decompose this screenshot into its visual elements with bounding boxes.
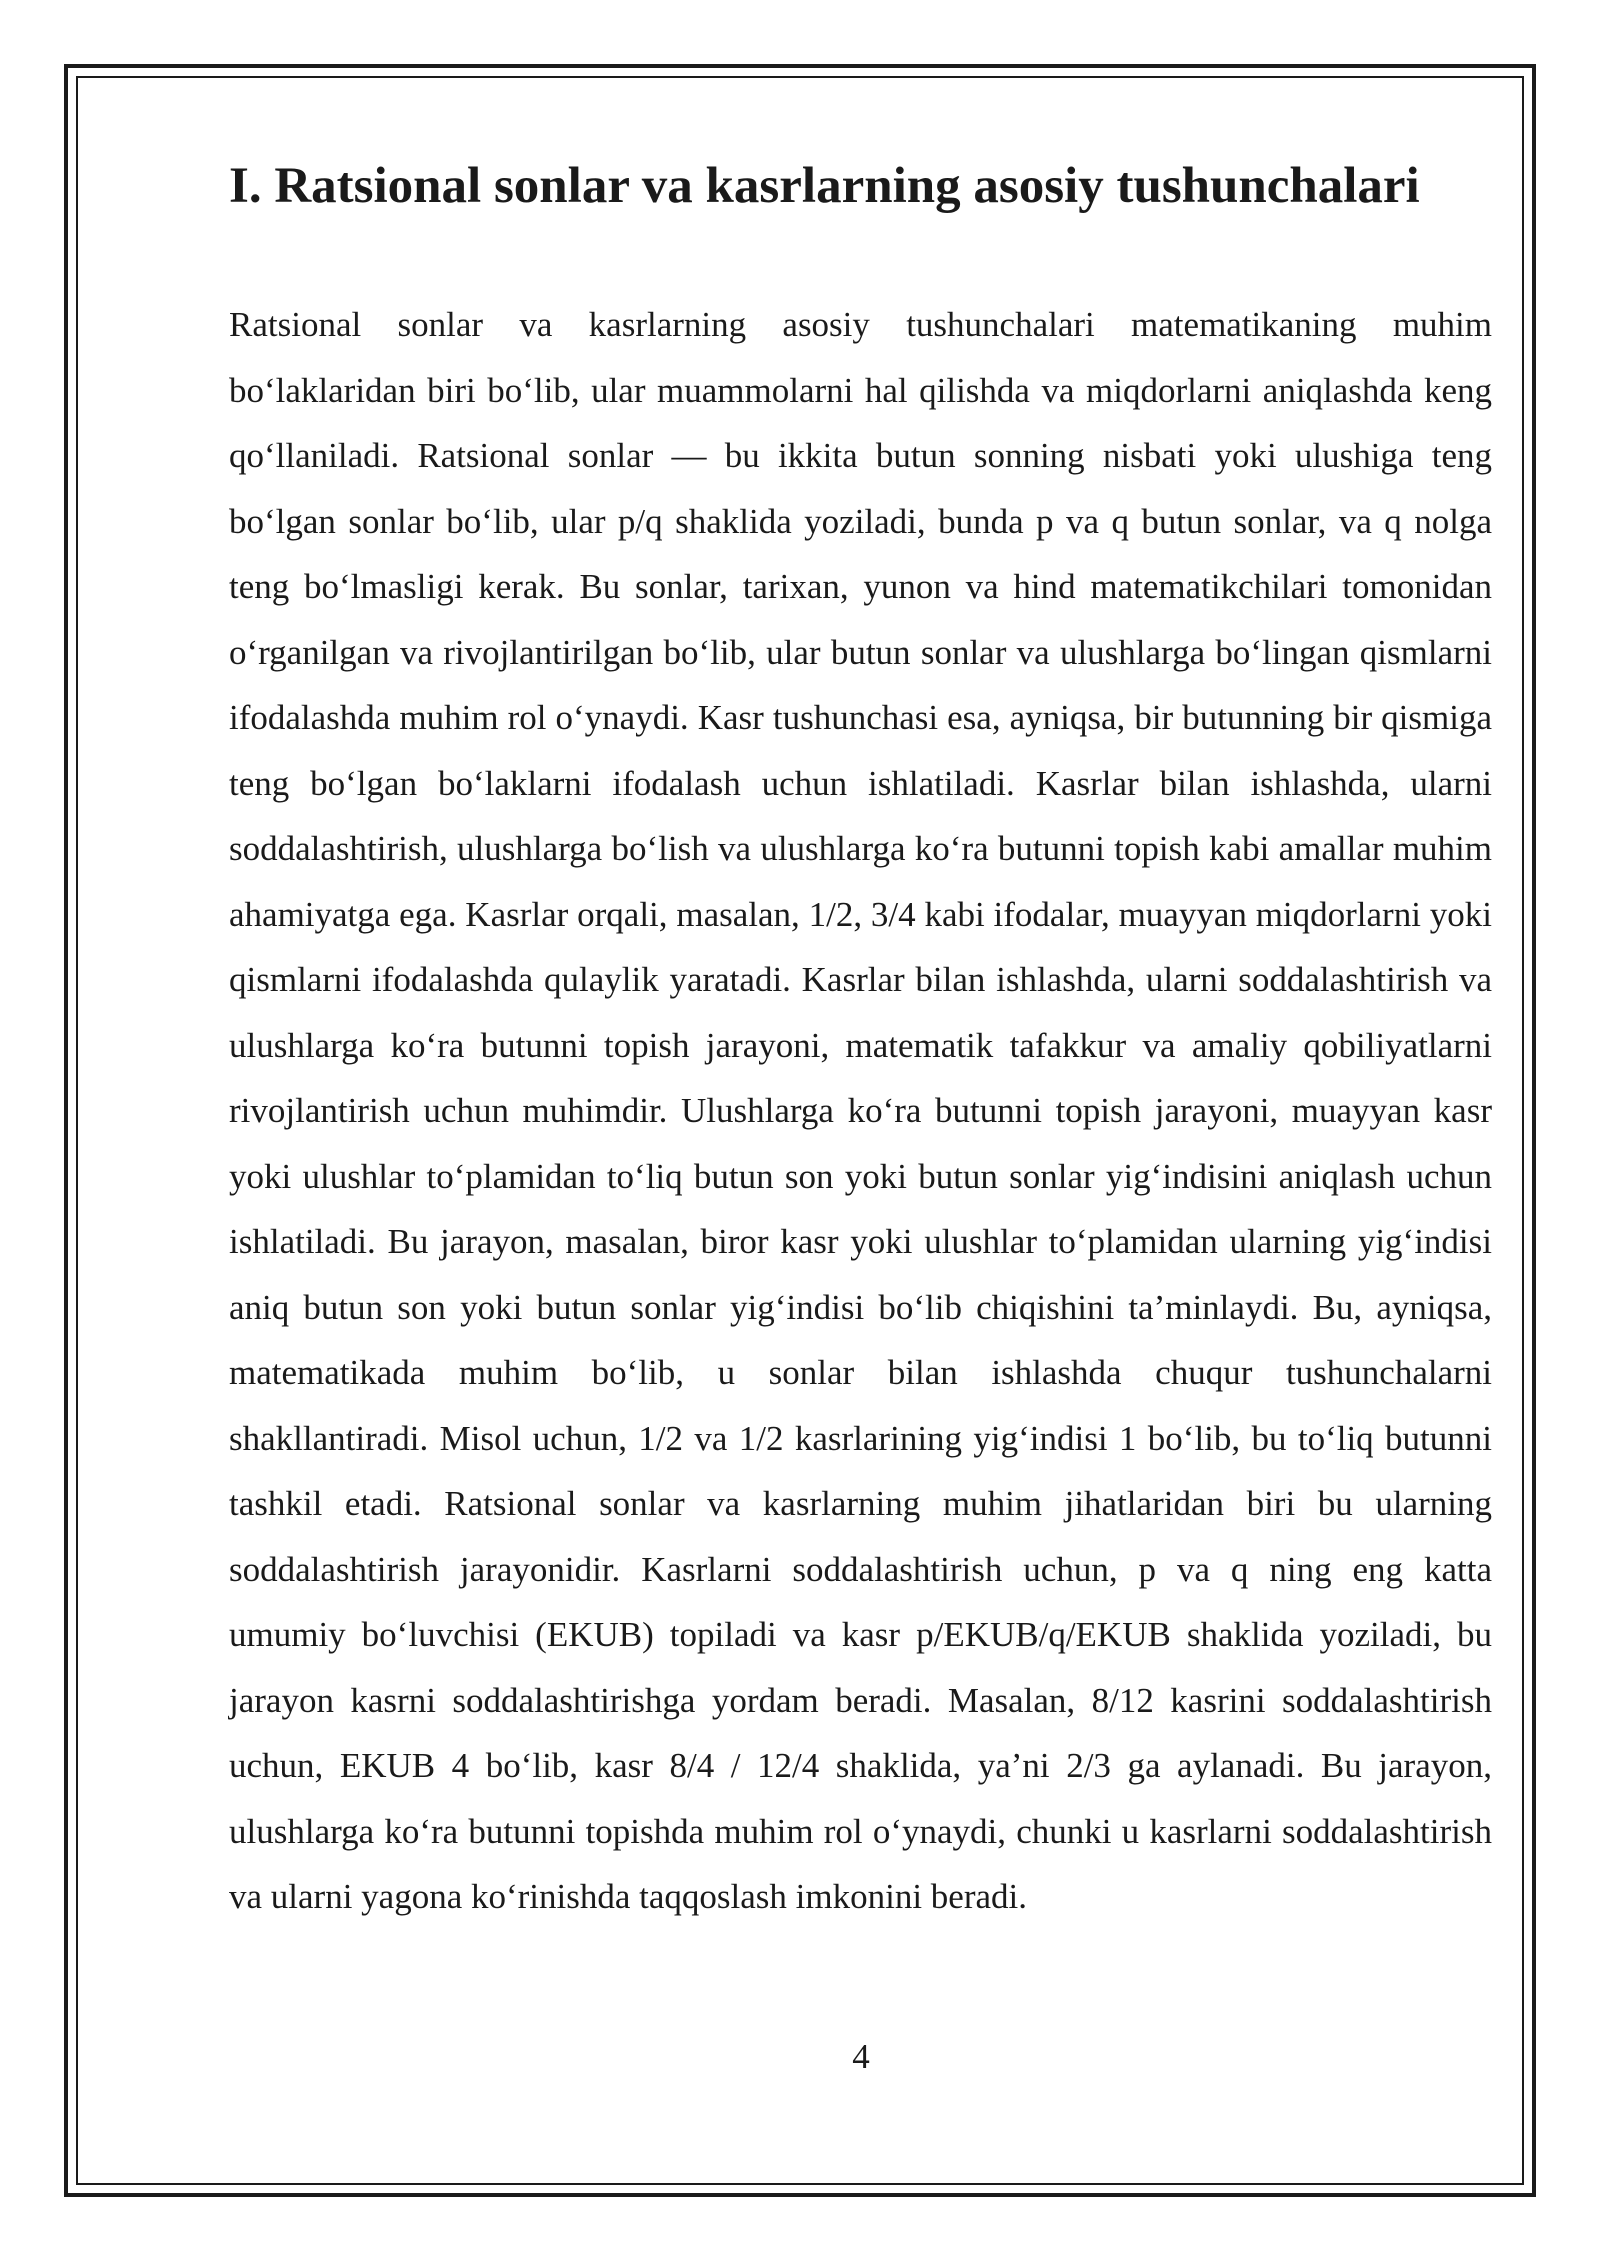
page-number: 4	[852, 2037, 870, 2076]
body-paragraph: Ratsional sonlar va kasrlarning asosiy tushunchalari matematikaning muhim bo‘laklaridan biri bo‘lib, ular muammolarni hal qilishda va miqdorlarni aniqlashda keng qo‘llaniladi. Ratsional sonlar — bu ikkita butun sonning nisbati yoki ulushiga teng bo‘lgan sonlar bo‘lib, ular p/q shaklida yoziladi, bunda p va q butun sonlar, va q nolga teng bo‘lmasligi kerak. Bu sonlar, tarixan, yunon va hind matematikchilari tomonidan o‘rganilgan va rivojlantirilgan bo‘lib, ular butun sonlar va ulushlarga bo‘lingan qismlarni ifodalashda muhim rol o‘ynaydi. Kasr tushunchasi esa, ayniqsa, bir butunning bir qismiga teng bo‘lgan bo‘laklarni ifodalash uchun ishlatiladi. Kasrlar bilan ishlashda, ularni soddalashtirish, ulushlarga bo‘lish va ulushlarga ko‘ra butunni topish kabi amallar muhim ahamiyatga ega. Kasrlar orqali, masalan, 1/2, 3/4 kabi ifodalar, muayyan miqdorlarni yoki qismlarni ifodalashda qulaylik yaratadi. Kasrlar bilan ishlashda, ularni soddalashtirish va ulushlarga ko‘ra butunni topish jarayoni, matematik tafakkur va amaliy qobiliyatlarni rivojlantirish uchun muhimdir. Ulushlarga ko‘ra butunni topish jarayoni, muayyan kasr yoki ulushlar to‘plamidan to‘liq butun son yoki butun sonlar yig‘indisini aniqlash uchun ishlatiladi. Bu jarayon, masalan, biror kasr yoki ulushlar to‘plamidan ularning yig‘indisi aniq butun son yoki butun sonlar yig‘indisi bo‘lib chiqishini ta’minlaydi. Bu, ayniqsa, matematikada muhim bo‘lib, u sonlar bilan ishlashda chuqur tushunchalarni shakllantiradi. Misol uchun, 1/2 va 1/2 kasrlarining yig‘indisi 1 bo‘lib, bu to‘liq butunni tashkil etadi. Ratsional sonlar va kasrlarning muhim jihatlaridan biri bu ularning soddalashtirish jarayonidir. Kasrlarni soddalashtirish uchun, p va q ning eng katta umumiy bo‘luvchisi (EKUB) topiladi va kasr p/EKUB/q/EKUB shaklida yoziladi, bu jarayon kasrni soddalashtirishga yordam beradi. Masalan, 8/12 kasrini soddalashtirish uchun, EKUB 4 bo‘lib, kasr 8/4 / 12/4 shaklida, ya’ni 2/3 ga aylanadi. Bu jarayon, ulushlarga ko‘ra butunni topishda muhim rol o‘ynaydi, chunki u kasrlarni soddalashtirish va ularni yagona ko‘rinishda taqqoslash imkonini beradi.	[229, 305, 1492, 1916]
section-heading: I. Ratsional sonlar va kasrlarning asosiy tushunchalari	[229, 158, 1420, 214]
page-content	[229, 150, 1492, 1930]
